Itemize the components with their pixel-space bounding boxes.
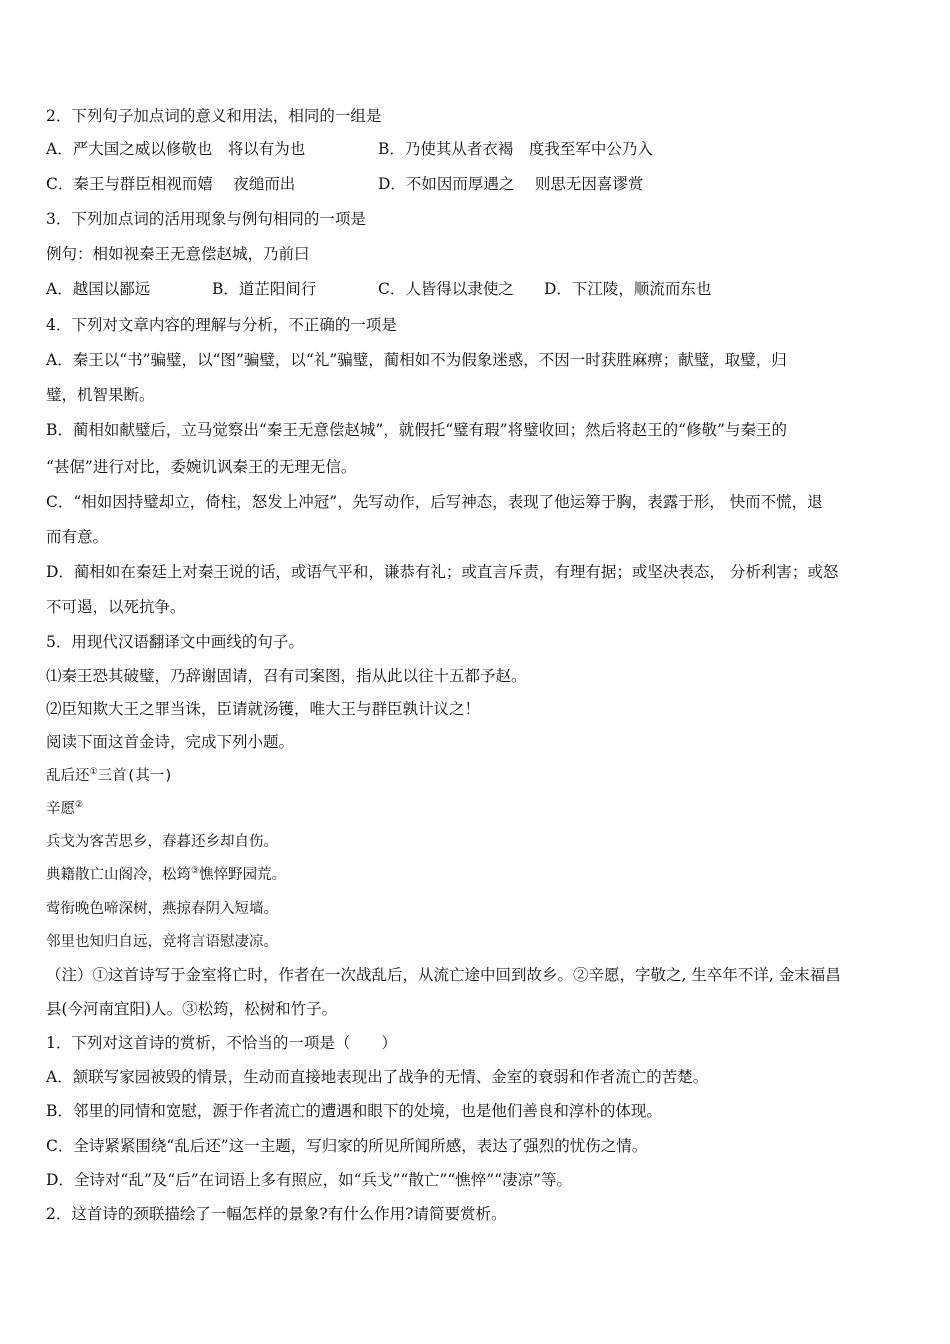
q4-stem: 4．下列对文章内容的理解与分析，不正确的一项是 xyxy=(46,316,397,334)
poem-line-1: 兵戈为客苦思乡，春暮还乡却自伤。 xyxy=(46,834,278,850)
q3-option-b: B．道芷阳间行 xyxy=(212,280,317,298)
q4-option-a-line1: A．秦王以“书”骗璧，以“图”骗璧，以“礼”骗璧，蔺相如不为假象迷惑，不因一时获胜麻痹；献璧，取璧，归 xyxy=(46,351,787,369)
poem-line-2: 典籍散亡山阁冷，松筠③憔悴野园荒。 xyxy=(46,866,287,883)
q4-option-d-line1: D．蔺相如在秦廷上对秦王说的话，或语气平和，谦恭有礼；或直言斥责，有理有据；或坚决表态， 分析利害；或怒 xyxy=(46,563,839,581)
q5-stem: 5．用现代汉语翻译文中画线的句子。 xyxy=(46,633,304,651)
q3-option-a: A．越国以鄙远 xyxy=(46,280,151,298)
q2-option-b: B．乃使其从者衣褐 度我至军中公乃入 xyxy=(378,140,653,158)
q3-option-c: C．人皆得以隶使之 xyxy=(378,280,514,298)
q4-option-c-line2: 而有意。 xyxy=(46,528,109,546)
p1-option-b: B．邻里的同情和宽慰，源于作者流亡的遭遇和眼下的处境，也是他们善良和淳朴的体现。 xyxy=(46,1102,662,1120)
q3-stem: 3．下列加点词的活用现象与例句相同的一项是 xyxy=(46,210,366,228)
p1-option-a: A．颔联写家园被毁的情景，生动而直接地表现出了战争的无情、金室的衰弱和作者流亡的苦楚。 xyxy=(46,1068,709,1086)
q5-sentence-1: ⑴秦王恐其破璧，乃辞谢固请，召有司案图，指从此以往十五都予赵。 xyxy=(46,667,527,685)
p2-stem: 2．这首诗的颈联描绘了一幅怎样的景象?有什么作用?请简要赏析。 xyxy=(46,1205,507,1223)
p1-option-d: D．全诗对“乱”及“后”在词语上多有照应，如“兵戈”“散亡”“憔悴”“凄凉”等。 xyxy=(46,1171,573,1189)
q2-options-row2 xyxy=(46,172,643,194)
q4-option-b-line1: B．蔺相如献璧后，立马觉察出“秦王无意偿赵城”，就假托“璧有瑕”将璧收回；然后将赵王的“修敬”与秦王的 xyxy=(46,421,787,439)
q2-option-a: A．严大国之威以修敬也 将以有为也 xyxy=(46,140,306,158)
q4-option-a-line2: 璧，机智果断。 xyxy=(46,386,155,404)
poem-intro: 阅读下面这首金诗，完成下列小题。 xyxy=(46,733,295,751)
p1-option-c: C．全诗紧紧围绕“乱后还”这一主题，写归家的所见所闻所感，表达了强烈的忧伤之情。 xyxy=(46,1137,648,1155)
q2-stem: 2．下列句子加点词的意义和用法，相同的一组是 xyxy=(46,107,382,125)
q3-option-d: D．下江陵，顺流而东也 xyxy=(544,280,712,298)
q2-option-c: C．秦王与群臣相视而嬉 夜缒而出 xyxy=(46,175,296,193)
q5-sentence-2: ⑵臣知欺大王之罪当诛，臣请就汤镬，唯大王与群臣孰计议之！ xyxy=(46,700,481,718)
q2-option-d: D．不如因而厚遇之 则思无因喜谬赏 xyxy=(378,175,644,193)
poem-note-line2: 县(今河南宜阳)人。③松筠，松树和竹子。 xyxy=(46,1000,338,1018)
p1-stem: 1．下列对这首诗的赏析，不恰当的一项是（ ） xyxy=(46,1034,397,1052)
q2-options-row1 xyxy=(46,137,653,159)
poem-line-3: 莺衔晚色啼深树，燕掠春阴入短墙。 xyxy=(46,901,278,917)
q4-option-d-line2: 不可遏，以死抗争。 xyxy=(46,598,186,616)
poem-note-line1: （注）①这首诗写于金室将亡时，作者在一次战乱后，从流亡途中回到故乡。②辛愿，字敬之, 生卒年不详, 金末福昌 xyxy=(46,966,841,984)
poem-title: 乱后还①三首(其一) xyxy=(46,767,174,784)
q4-option-b-line2: “甚倨”进行对比，委婉讥讽秦王的无理无信。 xyxy=(46,458,357,476)
poem-line-4: 邻里也知归自远，竞将言语慰凄凉。 xyxy=(46,934,278,950)
q4-option-c-line1: C．“相如因持璧却立，倚柱，怒发上冲冠”，先写动作，后写神态，表现了他运筹于胸，表露于形， 快而不慌，退 xyxy=(46,493,823,511)
poem-author: 辛愿② xyxy=(46,800,84,817)
q3-example: 例句：相如视秦王无意偿赵城，乃前曰 xyxy=(46,245,310,263)
q3-options xyxy=(46,277,711,299)
